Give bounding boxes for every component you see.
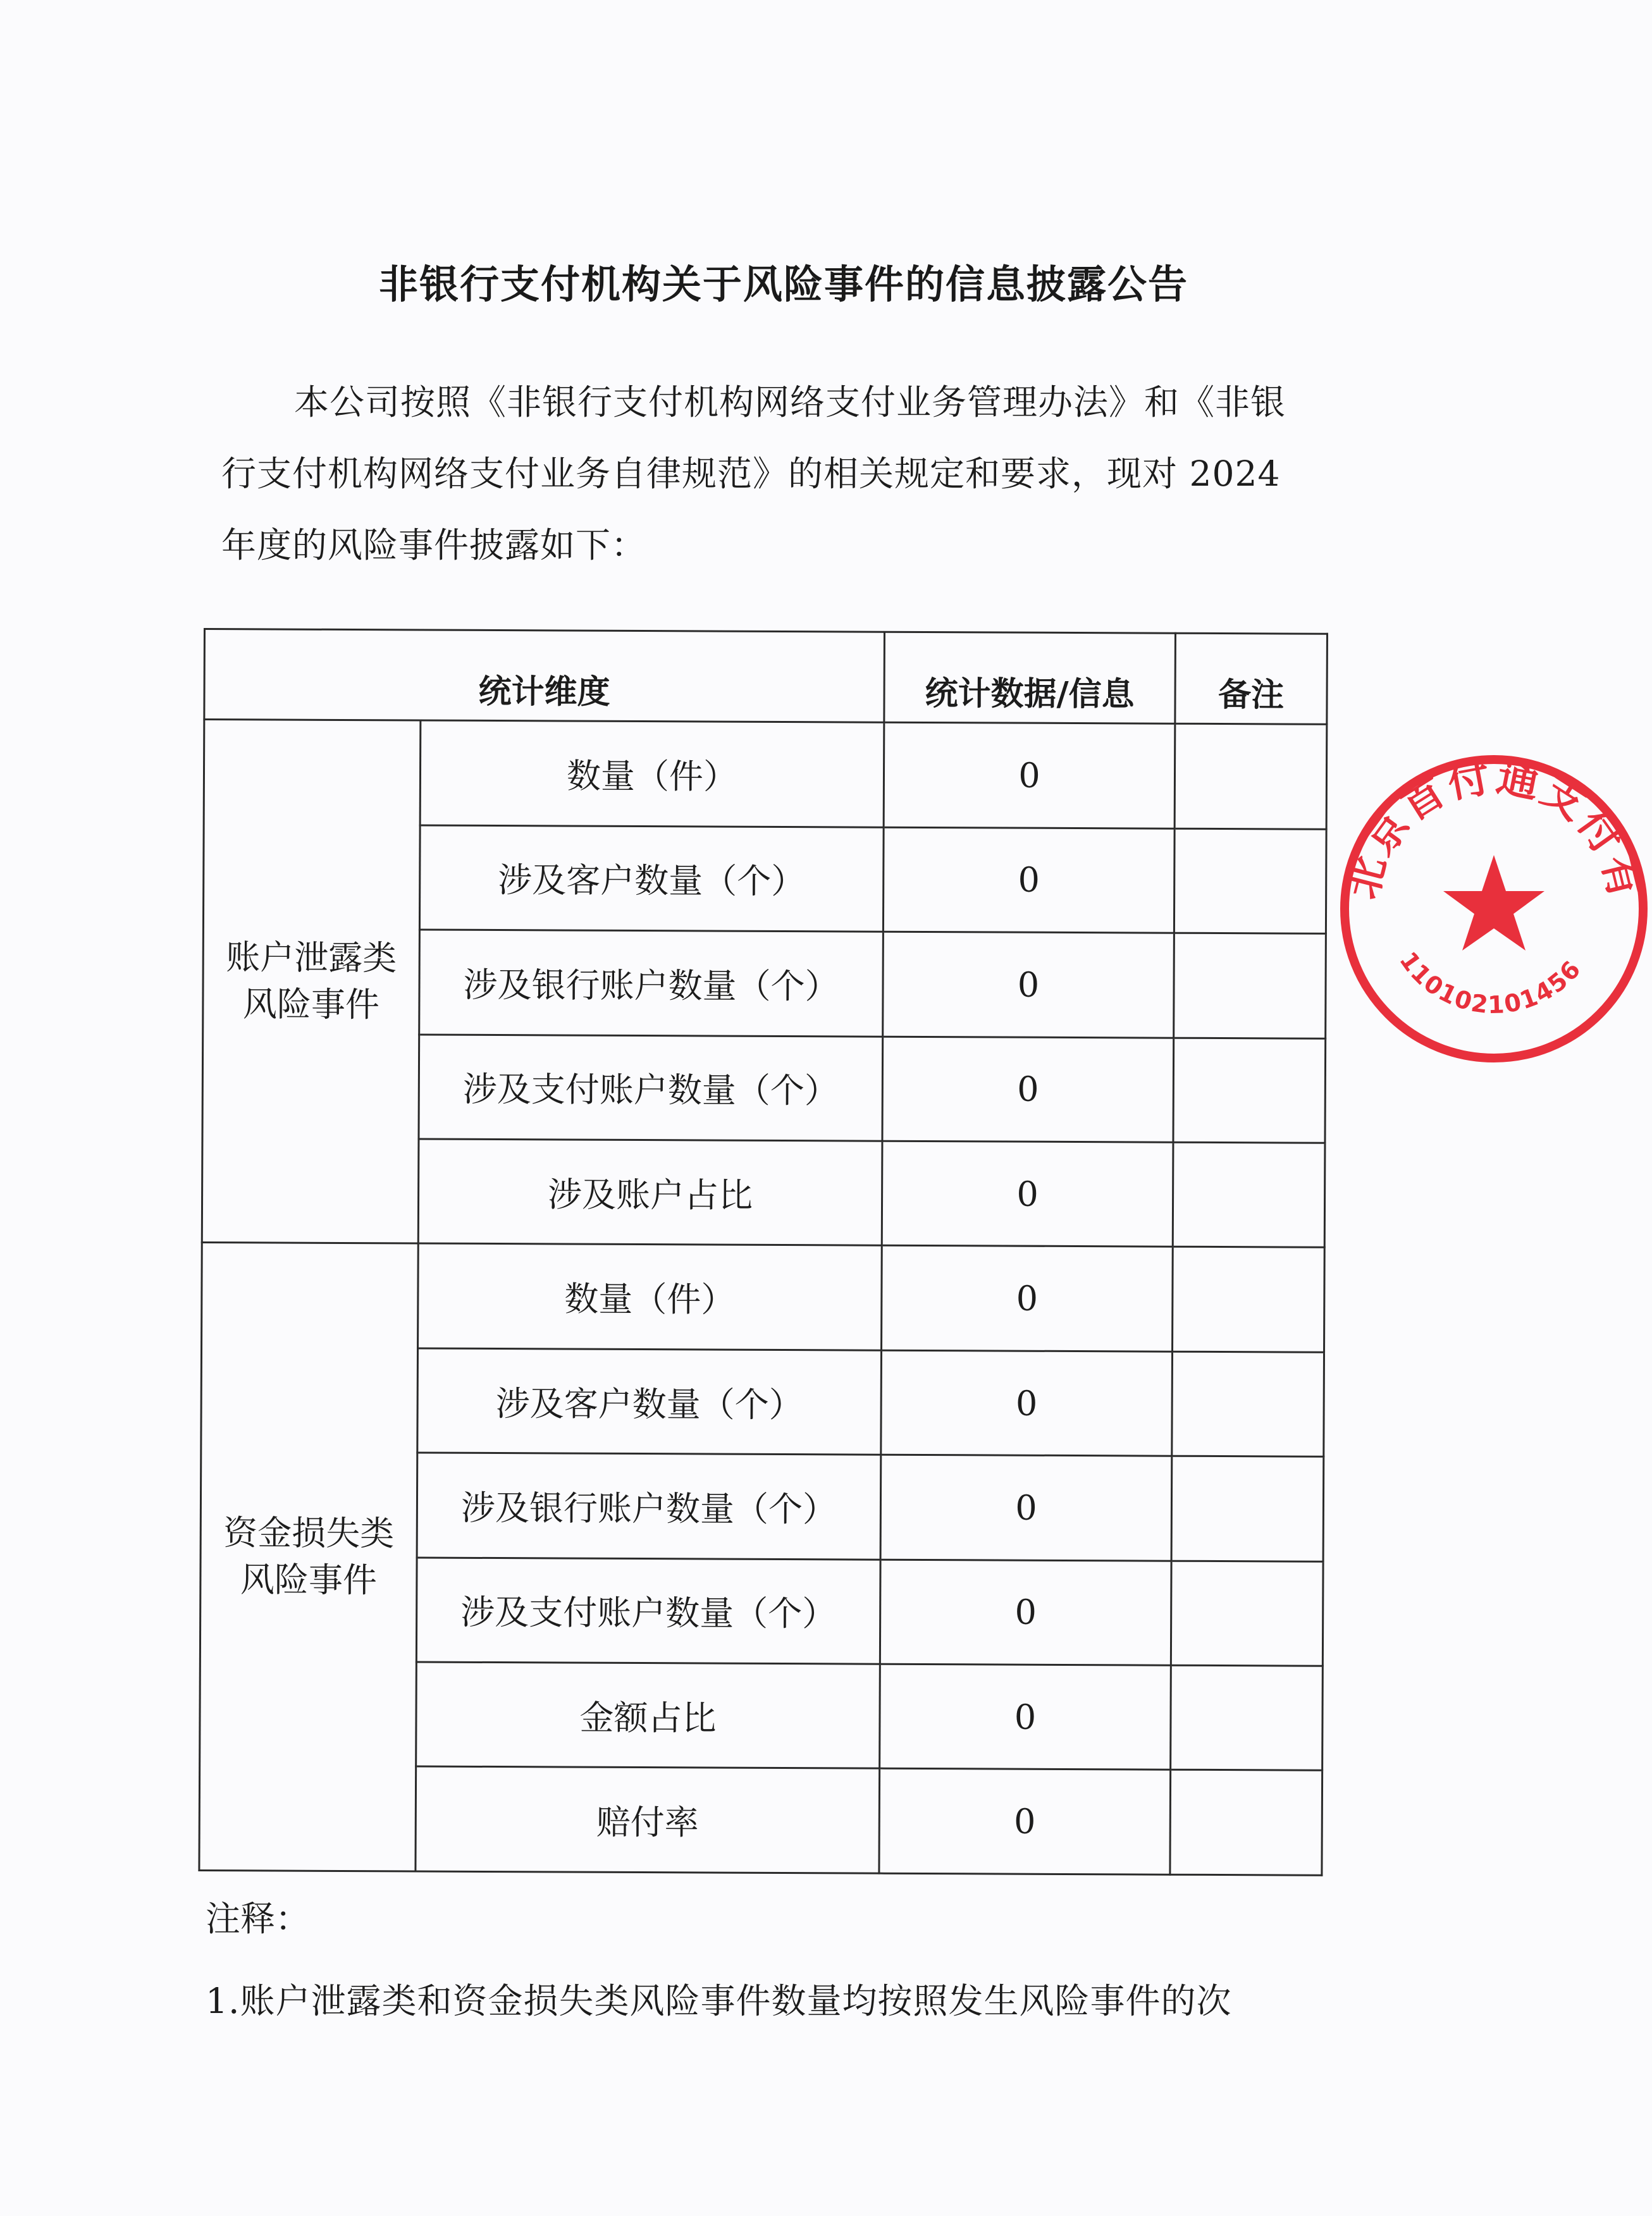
intro-line-3: 年度的风险事件披露如下：	[221, 525, 647, 565]
table-row	[202, 1243, 1325, 1352]
value-cell: 0	[882, 1246, 1173, 1351]
remark-cell	[1174, 828, 1326, 933]
category-account-leak: 账户泄露类 风险事件	[202, 720, 421, 1244]
metric-cell: 数量（件）	[418, 1243, 882, 1350]
star-icon	[1443, 855, 1544, 951]
remark-cell	[1171, 1561, 1323, 1666]
value-cell: 0	[882, 1037, 1174, 1142]
value-cell: 0	[884, 723, 1175, 828]
seal-bottom-number: 110102101456	[1394, 946, 1587, 1019]
value-cell: 0	[883, 932, 1174, 1037]
metric-cell: 涉及银行账户数量（个）	[419, 930, 884, 1037]
metric-cell: 涉及账户占比	[418, 1139, 882, 1246]
header-data: 统计数据/信息	[884, 632, 1176, 723]
metric-cell: 涉及客户数量（个）	[419, 825, 884, 932]
page-title: 非银行支付机构关于风险事件的信息披露公告	[378, 261, 1188, 307]
metric-cell: 涉及支付账户数量（个）	[416, 1558, 880, 1665]
metric-cell: 数量（件）	[420, 720, 884, 827]
company-seal	[1336, 751, 1652, 1067]
value-cell: 0	[880, 1455, 1172, 1560]
remark-cell	[1174, 933, 1326, 1038]
remark-cell	[1173, 1038, 1326, 1143]
intro-line-2: 行支付机构网络支付业务自律规范》的相关规定和要求，现对 2024	[221, 453, 1281, 494]
table-row	[204, 720, 1327, 829]
metric-cell: 涉及支付账户数量（个）	[419, 1035, 883, 1142]
value-cell: 0	[881, 1350, 1173, 1456]
value-cell: 0	[880, 1664, 1171, 1770]
remark-cell	[1173, 1247, 1325, 1352]
seal-top-text: 北京首付通支付有	[1338, 751, 1651, 905]
intro-line-1: 本公司按照《非银行支付机构网络支付业务管理办法》和《非银	[294, 382, 1286, 422]
remark-cell	[1171, 1456, 1324, 1561]
notes-title: 注释：	[206, 1899, 311, 1939]
risk-events-table	[198, 628, 1328, 1876]
remark-cell	[1170, 1770, 1322, 1876]
category-fund-loss: 资金损失类 风险事件	[199, 1243, 418, 1871]
intro-paragraph	[221, 367, 1335, 581]
value-cell: 0	[882, 1141, 1173, 1246]
remark-cell	[1173, 1142, 1325, 1247]
remark-cell	[1172, 1351, 1324, 1456]
metric-cell: 涉及客户数量（个）	[417, 1348, 882, 1455]
remark-cell	[1174, 724, 1327, 829]
metric-cell: 赔付率	[416, 1766, 880, 1873]
metric-cell: 金额占比	[416, 1662, 880, 1769]
metric-cell: 涉及银行账户数量（个）	[417, 1453, 881, 1560]
header-dimension: 统计维度	[204, 629, 885, 723]
value-cell: 0	[883, 827, 1174, 933]
value-cell: 0	[880, 1560, 1171, 1665]
value-cell: 0	[879, 1769, 1171, 1875]
remark-cell	[1171, 1665, 1323, 1770]
note-item: 1.账户泄露类和资金损失类风险事件数量均按照发生风险事件的次	[206, 1981, 1232, 2021]
header-remark: 备注	[1175, 633, 1328, 724]
table-header-row	[204, 629, 1328, 725]
